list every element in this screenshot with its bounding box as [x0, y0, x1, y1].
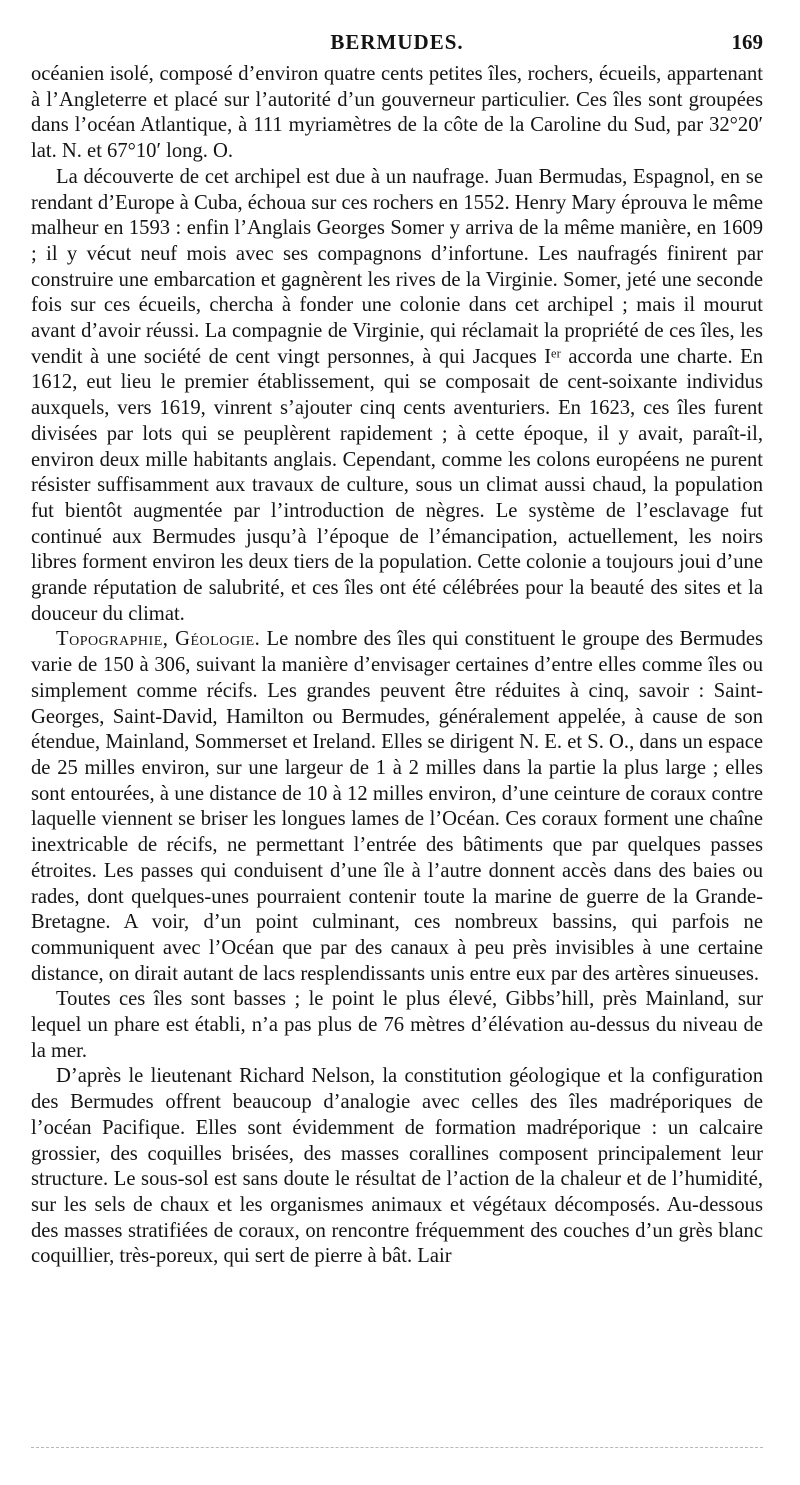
paragraph-text: D’après le lieutenant Richard Nelson, la constitution géologique et la configuration des Bermudes offrent beaucoup d’analogie avec celles des îles madréporiques de l’océan Pacifique. Elles sont évidemment de formation madréporique : un calcaire grossier, des coquilles brisées, des masses corallines composent principalement leur structure. Le sous-sol est sans doute le résultat de l’action de la chaleur et de l’humidité, sur les sels de chaux et les organismes animaux et végétaux décomposés. Au-dessous des masses stratifiées de coraux, on rencontre fréquemment des couches d’un grès blanc coquillier, très-poreux, qui sert de pierre à bât. Lair	[31, 1065, 763, 1268]
paragraph-elevation	[31, 987, 763, 1064]
paragraph-geology	[31, 1064, 763, 1270]
paragraph-text: Toutes ces îles sont basses ; le point le plus élevé, Gibbs’hill, près Mainland, sur lequel un phare est établi, n’a pas plus de 76 mètres d’élévation au-dessus du niveau de la mer.	[31, 988, 763, 1062]
section-lead: Topographie, Géologie.	[56, 628, 261, 651]
footer-rule	[31, 1447, 763, 1448]
paragraph-text: Le nombre des îles qui constituent le groupe des Bermudes varie de 150 à 306, suivant la manière d’envisager certaines d’entre elles comme îles ou simplement comme récifs. Les grandes peuvent être réduites à cinq, savoir : Saint-Georges, Saint-David, Hamilton ou Bermudes, généralement appelée, à cause de son étendue, Mainland, Sommerset et Ireland. Elles se dirigent N. E. et S. O., dans un espace de 25 milles environ, sur une largeur de 1 à 2 milles dans la partie la plus large ; elles sont entourées, à une distance de 10 à 12 milles environ, d’une ceinture de coraux contre laquelle viennent se briser les longues lames de l’Océan. Ces coraux forment une chaîne inextricable de récifs, ne permettant l’entrée des bâtiments que par quelques passes étroites. Les passes qui conduisent d’une île à l’autre donnent accès dans des baies ou rades, dont quelques-unes pourraient contenir toute la marine de guerre de la Grande-Bretagne. A voir, d’un point culminant, ces nombreux bassins, qui parfois ne communiquent avec l’Océan que par des canaux à peu près invisibles à une certaine distance, on dirait autant de lacs resplendissants unis entre eux par des artères sinueuses.	[31, 628, 763, 985]
paragraph-continuation	[31, 62, 763, 165]
page-header	[31, 26, 763, 58]
book-page	[31, 26, 763, 1270]
paragraph-history	[31, 165, 763, 628]
running-title: BERMUDES.	[330, 30, 464, 54]
paragraph-topography	[31, 627, 763, 987]
body-text	[31, 62, 763, 1270]
paragraph-text: La découverte de cet archipel est due à un naufrage. Juan Bermudas, Espagnol, en se rendant d’Europe à Cuba, échoua sur ces rochers en 1552. Henry Mary éprouva le même malheur en 1593 : enfin l’Anglais Georges Somer y arriva de la même manière, en 1609 ; il y vécut neuf mois avec ses compagnons d’infortune. Les naufragés finirent par construire une embarcation et gagnèrent les rives de la Virginie. Somer, jeté une seconde fois sur ces écueils, chercha à fonder une colonie dans cet archipel ; mais il mourut avant d’avoir réussi. La compagnie de Virginie, qui réclamait la propriété de ces îles, les vendit à une société de cent vingt personnes, à qui Jacques Iᵉʳ accorda une charte. En 1612, eut lieu le premier établissement, qui se composait de cent-soixante individus auxquels, vers 1619, vinrent s’ajouter cinq cents aventuriers. En 1623, ces îles furent divisées par lots qui se peuplèrent rapidement ; à cette époque, il y avait, paraît-il, environ deux mille habitants anglais. Cependant, comme les colons européens ne purent résister suffisamment aux travaux de culture, sous un climat aussi chaud, la population fut bientôt augmentée par l’introduction de nègres. Le système de l’esclavage fut continué aux Bermudes jusqu’à l’époque de l’émancipation, actuellement, les noirs libres forment environ les deux tiers de la population. Cette colonie a toujours joui d’une grande réputation de salubrité, et ces îles ont été célébrées pour la beauté des sites et la douceur du climat.	[31, 165, 763, 625]
paragraph-text: océanien isolé, composé d’environ quatre cents petites îles, rochers, écueils, appartenant à l’Angleterre et placé sur l’autorité d’un gouverneur particulier. Ces îles sont groupées dans l’océan Atlantique, à 111 myriamètres de la côte de la Caroline du Sud, par 32°20′ lat. N. et 67°10′ long. O.	[31, 63, 763, 163]
page-number: 169	[731, 30, 763, 54]
